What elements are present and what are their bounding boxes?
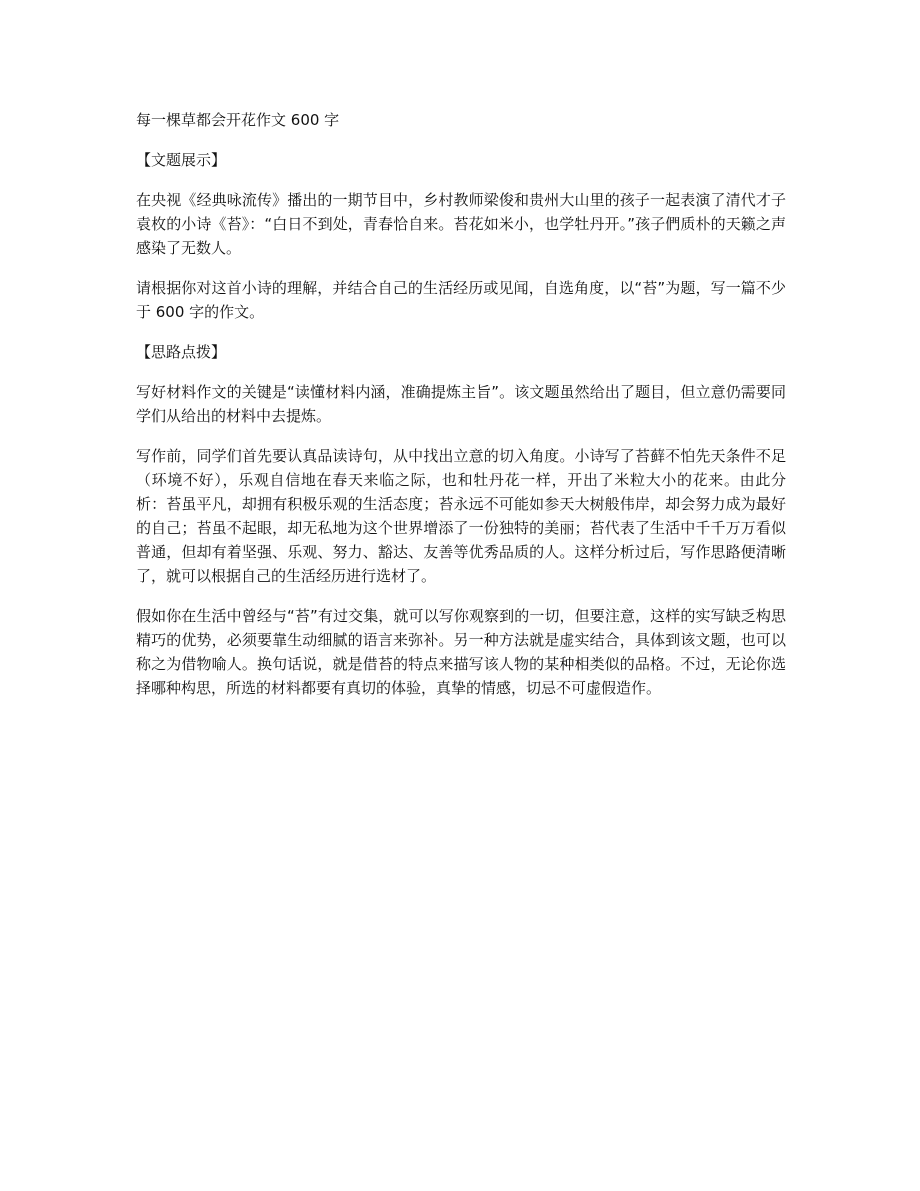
section-heading-guide: 【思路点拨】 bbox=[136, 343, 227, 361]
guide-paragraph: 假如你在生活中曾经与“苔”有过交集，就可以写你观察到的一切，但要注意，这样的实写缺乏构思精巧的优势，必须要靠生动细腻的语言来弥补。另一种方法就是虚实结合，具体到该文题，也可以称之为借物喻人。换句话说，就是借苔的特点来描写该人物的某种相类似的品格。不过，无论你选择哪种构思，所选的材料都要有真切的体验，真挚的情感，切忌不可虚假造作。 bbox=[136, 607, 786, 697]
prompt-paragraph: 请根据你对这首小诗的理解，并结合自己的生活经历或见闻，自选角度，以“苔”为题，写一篇不少于 600 字的作文。 bbox=[136, 279, 786, 321]
document-title: 每一棵草都会开花作文 600 字 bbox=[136, 111, 340, 129]
guide-paragraph: 写作前，同学们首先要认真品读诗句，从中找出立意的切入角度。小诗写了苔藓不怕先天条件不足（环境不好），乐观自信地在春天来临之际，也和牡丹花一样，开出了米粒大小的花来。由此分析：苔虽平凡，却拥有积极乐观的生活态度；苔永远不可能如参天大树般伟岸，却会努力成为最好的自己；苔虽不起眼，却无私地为这个世界增添了一份独特的美丽；苔代表了生活中千千万万看似普通，但却有着坚强、乐观、努力、豁达、友善等优秀品质的人。这样分析过后，写作思路便清晰了，就可以根据自己的生活经历进行选材了。 bbox=[136, 447, 786, 585]
document-page bbox=[136, 108, 786, 716]
section-heading-prompt: 【文题展示】 bbox=[136, 151, 227, 169]
guide-paragraph: 写好材料作文的关键是“读懂材料内涵，准确提炼主旨”。该文题虽然给出了题目，但立意仍需要同学们从给出的材料中去提炼。 bbox=[136, 383, 786, 425]
prompt-paragraph: 在央视《经典咏流传》播出的一期节目中，乡村教师梁俊和贵州大山里的孩子一起表演了清代才子袁枚的小诗《苔》：“白日不到处，青春恰自来。苔花如米小，也学牡丹开。”孩子們质朴的天籁之声感染了无数人。 bbox=[136, 191, 786, 257]
